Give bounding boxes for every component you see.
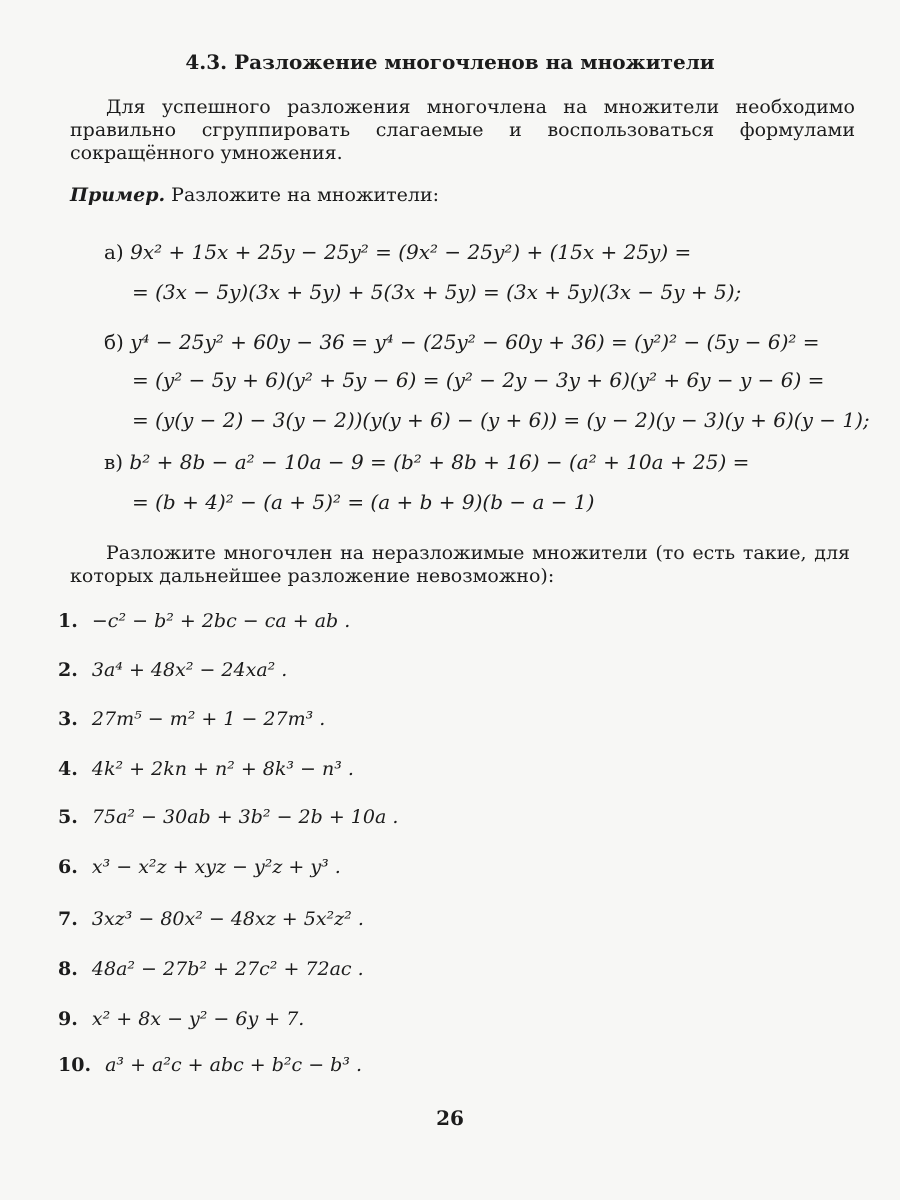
exercise-number: 4.: [58, 758, 78, 780]
math-line: b² + 8b − a² − 10a − 9 = (b² + 8b + 16) − (a² + 10a + 25) =: [129, 450, 750, 474]
exercise-number: 10.: [58, 1054, 92, 1076]
exercise-item: [58, 758, 354, 780]
example-b-line-2: = (y² − 5y + 6)(y² + 5y − 6) = (y² − 2y − 3y + 6)(y² + 6y − y − 6) =: [132, 368, 825, 392]
exercise-item: [58, 610, 350, 632]
exercise-expression: x² + 8x − y² − 6y + 7.: [91, 1008, 305, 1030]
task-paragraph: [70, 542, 850, 588]
exercise-expression: 4k² + 2kn + n² + 8k³ − n³ .: [91, 758, 354, 780]
exercise-expression: 27m⁵ − m² + 1 − 27m³ .: [91, 708, 326, 730]
exercise-expression: 3a⁴ + 48x² − 24xa² .: [91, 659, 288, 681]
exercise-number: 9.: [58, 1008, 78, 1030]
exercise-item: [58, 908, 364, 930]
example-c-label: в): [104, 450, 124, 474]
math-line: 9x² + 15x + 25y − 25y² = (9x² − 25y²) + (15x + 25y) =: [130, 240, 692, 264]
exercise-number: 8.: [58, 958, 78, 980]
math-line: y⁴ − 25y² + 60y − 36 = y⁴ − (25y² − 60y + 36) = (y²)² − (5y − 6)² =: [130, 330, 820, 354]
exercise-item: [58, 1008, 304, 1030]
example-a-line-2: = (3x − 5y)(3x + 5y) + 5(3x + 5y) = (3x + 5y)(3x − 5y + 5);: [132, 280, 742, 304]
example-c-line-1: [104, 450, 749, 474]
example-text: Разложите на множители:: [171, 184, 440, 206]
exercise-expression: 3xz³ − 80x² − 48xz + 5x²z² .: [91, 908, 364, 930]
intro-text: Для успешного разложения многочлена на множители необходимо правильно сгруппировать слагаемые и воспользоваться формулами сокращённого умножения.: [70, 96, 855, 164]
exercise-number: 3.: [58, 708, 78, 730]
exercise-item: [58, 708, 325, 730]
example-b-label: б): [104, 330, 124, 354]
page-number: 26: [436, 1106, 464, 1130]
exercise-expression: 75a² − 30ab + 3b² − 2b + 10a .: [91, 806, 399, 828]
exercise-expression: −c² − b² + 2bc − ca + ab .: [91, 610, 351, 632]
example-label: Пример.: [70, 184, 166, 206]
example-a-label: а): [104, 240, 124, 264]
exercise-item: [58, 856, 341, 878]
example-a-line-1: [104, 240, 691, 264]
example-b-line-1: [104, 330, 820, 354]
exercise-number: 1.: [58, 610, 78, 632]
exercise-expression: a³ + a²c + abc + b²c − b³ .: [105, 1054, 363, 1076]
exercise-expression: x³ − x²z + xyz − y²z + y³ .: [91, 856, 341, 878]
example-heading: [70, 184, 439, 206]
exercise-item: [58, 659, 287, 681]
exercise-item: [58, 806, 398, 828]
exercise-number: 6.: [58, 856, 78, 878]
exercise-number: 7.: [58, 908, 78, 930]
intro-paragraph: [70, 96, 855, 165]
example-c-line-2: = (b + 4)² − (a + 5)² = (a + b + 9)(b − a − 1): [132, 490, 595, 514]
exercise-expression: 48a² − 27b² + 27c² + 72ac .: [91, 958, 364, 980]
example-b-line-3: = (y(y − 2) − 3(y − 2))(y(y + 6) − (y + 6)) = (y − 2)(y − 3)(y + 6)(y − 1);: [132, 408, 870, 432]
task-text: Разложите многочлен на неразложимые множители (то есть такие, для которых дальнейшее разложение невозможно):: [70, 542, 850, 587]
exercise-item: [58, 958, 364, 980]
exercise-number: 5.: [58, 806, 78, 828]
exercise-number: 2.: [58, 659, 78, 681]
section-title: 4.3. Разложение многочленов на множители: [185, 50, 715, 74]
exercise-item: [58, 1054, 362, 1076]
